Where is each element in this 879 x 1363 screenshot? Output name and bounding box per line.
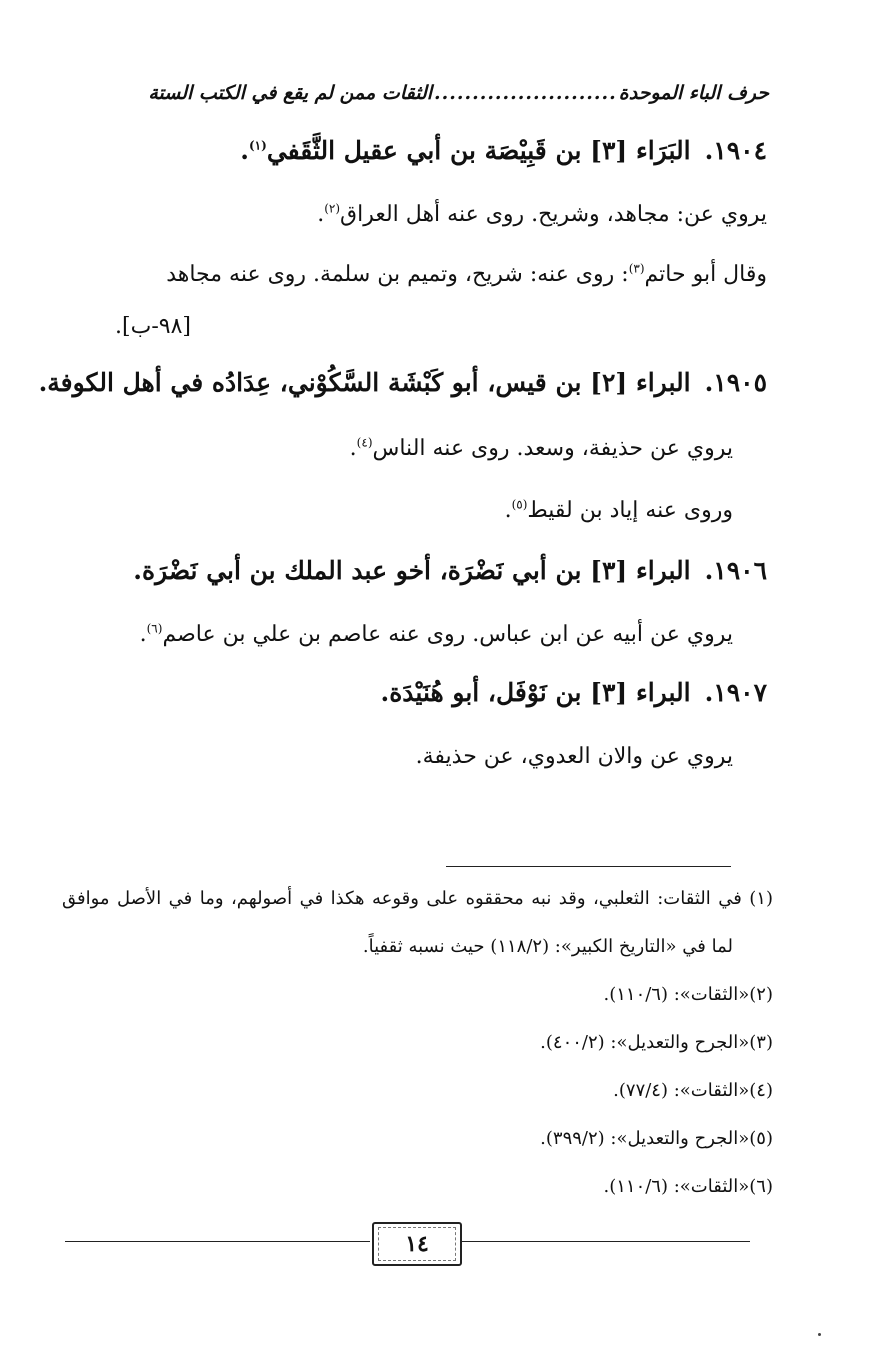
header-title: الثقات ممن لم يقع في الكتب الستة xyxy=(148,82,433,104)
line-text: يروي عن: مجاهد، وشريح. روى عنه أهل العراق xyxy=(340,202,767,227)
footnote: (٤)«الثقات»: (٧٧/٤). xyxy=(613,1080,773,1101)
entry-name: البراء [٣] بن أبي نَضْرَة، أخو عبد الملك بن أبي نَضْرَة. xyxy=(133,556,691,585)
entry-number: ١٩٠٧. xyxy=(704,678,767,707)
line-text: يروي عن أبيه عن ابن عباس. روى عنه عاصم بن علي بن عاصم xyxy=(162,622,733,647)
line-end: : روى عنه: شريح، وتميم بن سلمة. روى عنه مجاهد xyxy=(166,262,629,287)
footnote-marker: (٥) xyxy=(511,497,528,512)
line-end: . xyxy=(504,498,512,523)
footnote: (٢)«الثقات»: (١١٠/٦). xyxy=(603,984,773,1005)
header-chapter: حرف الباء الموحدة xyxy=(618,82,769,104)
line-end: . xyxy=(317,202,325,227)
line-text: وروى عنه إياد بن لقيط xyxy=(527,498,733,523)
footnote-marker: (٣) xyxy=(628,261,645,276)
entry-line xyxy=(115,314,191,339)
entry-line xyxy=(505,498,733,523)
footnote: لما في «التاريخ الكبير»: (١١٨/٢) حيث نسبه ثقفياً. xyxy=(362,936,733,957)
entry-title xyxy=(39,368,767,397)
scan-speck xyxy=(818,1333,821,1336)
footnote: (١) في الثقات: الثعلبي، وقد نبه محققوه على وقوعه هكذا في أصولهم، وما في الأصل موافق xyxy=(62,888,773,909)
entry-name: البراء [٢] بن قيس، أبو كَبْشَة السَّكُوْني، عِدَادُه في أهل الكوفة. xyxy=(38,368,691,397)
line-text: [٩٨-ب]. xyxy=(115,314,191,339)
entry-number: ١٩٠٦. xyxy=(704,556,767,585)
entry-line xyxy=(416,744,733,769)
page-number-text: ١٤ xyxy=(405,1231,429,1257)
footnote: (٥)«الجرح والتعديل»: (٣٩٩/٢). xyxy=(540,1128,773,1149)
line-text: وقال أبو حاتم xyxy=(644,262,767,287)
footer-rule-right xyxy=(462,1241,750,1242)
entry-line xyxy=(140,622,733,647)
entry-end: . xyxy=(240,136,249,165)
entry-number: ١٩٠٤. xyxy=(704,136,767,165)
header-dots: ........................ xyxy=(434,82,617,104)
entry-name: البراء [٣] بن نَوْفَل، أبو هُنَيْدَة. xyxy=(380,678,691,707)
page-number xyxy=(372,1222,462,1266)
entry-line xyxy=(317,202,767,227)
footnote: (٣)«الجرح والتعديل»: (٤٠٠/٢). xyxy=(540,1032,773,1053)
line-text: يروي عن حذيفة، وسعد. روى عنه الناس xyxy=(372,436,733,461)
entry-line xyxy=(350,436,733,461)
line-text: يروي عن والان العدوي، عن حذيفة. xyxy=(415,744,733,769)
footnote-marker: (٢) xyxy=(324,201,341,216)
footnote-marker: (٤) xyxy=(356,435,373,450)
line-end: . xyxy=(139,622,147,647)
entry-name: البَرَاء [٣] بن قَبِيْصَة بن أبي عقيل الثَّقَفي xyxy=(266,136,691,165)
footer-rule-left xyxy=(65,1241,370,1242)
line-end: . xyxy=(349,436,357,461)
entry-title xyxy=(133,556,767,585)
entry-title xyxy=(381,678,768,707)
footnote-separator xyxy=(446,866,731,867)
footnote-marker: (١) xyxy=(248,138,267,153)
entry-number: ١٩٠٥. xyxy=(704,368,767,397)
entry-title xyxy=(240,136,767,165)
entry-line xyxy=(166,262,767,287)
footnote-marker: (٦) xyxy=(146,621,163,636)
footnote: (٦)«الثقات»: (١١٠/٦). xyxy=(603,1176,773,1197)
running-header xyxy=(114,76,769,110)
